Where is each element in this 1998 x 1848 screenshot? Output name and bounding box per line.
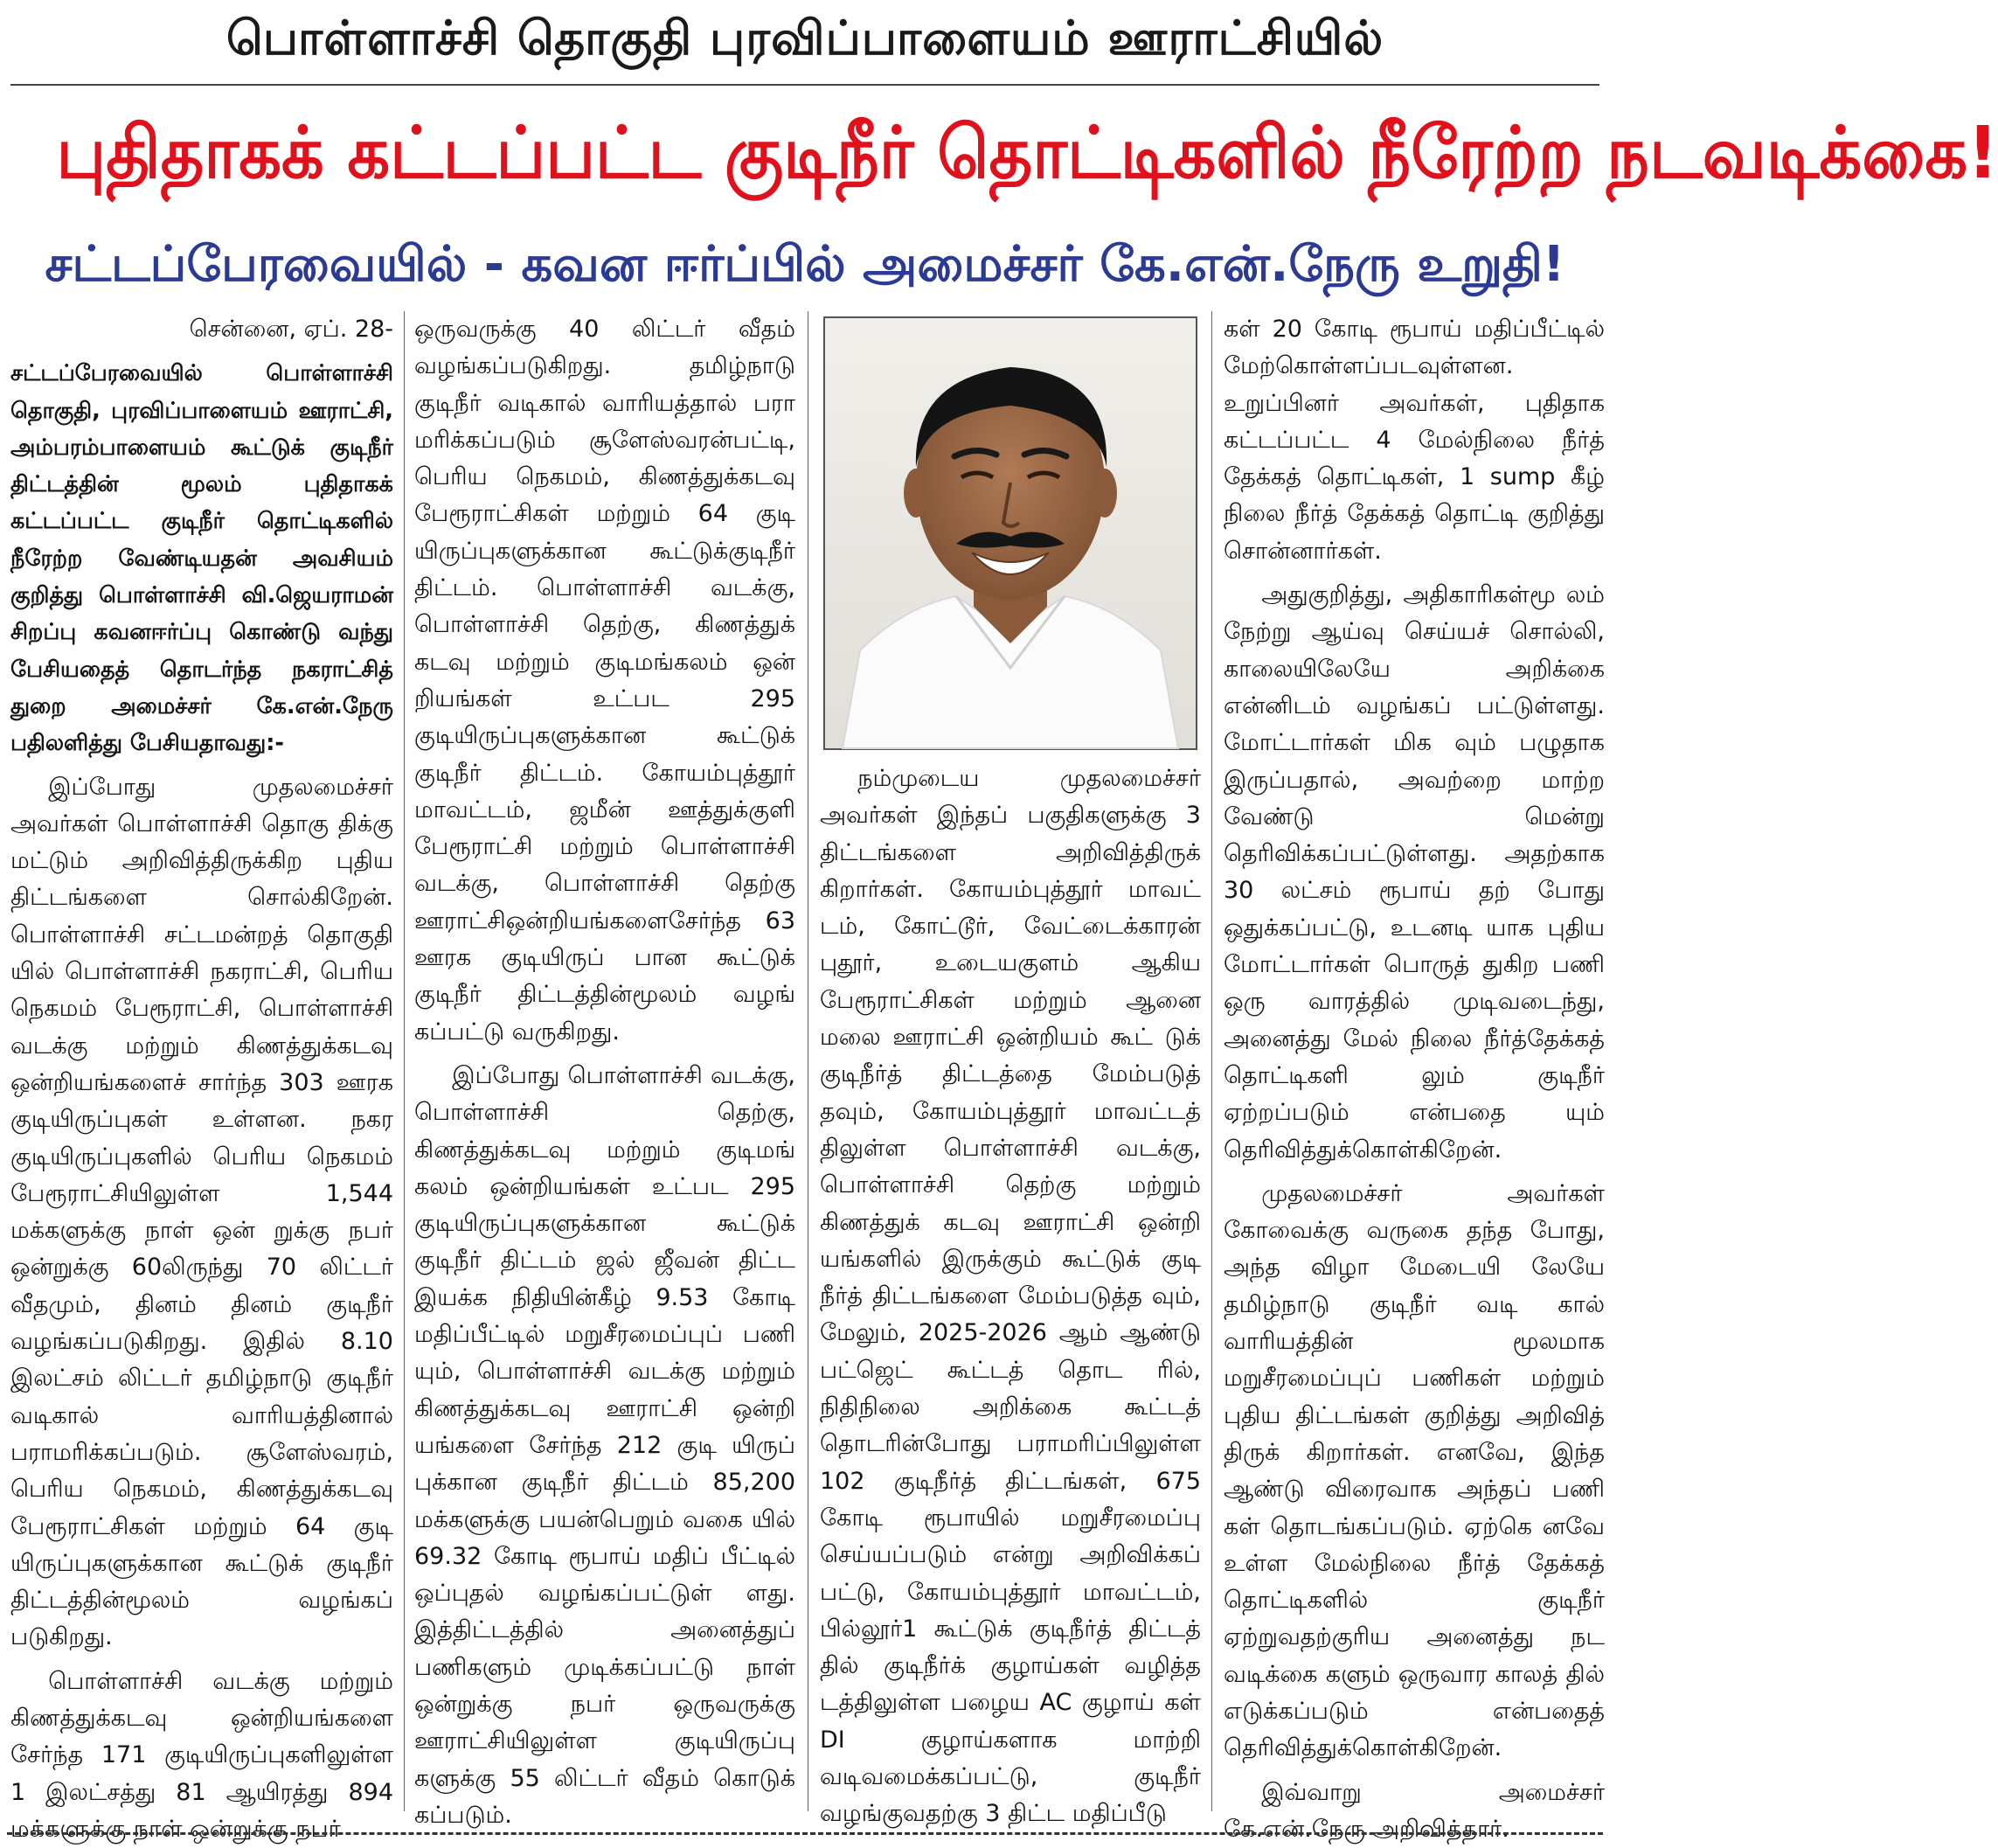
body-paragraph: நம்முடைய முதலமைச்சர் அவர்கள் இந்தப் பகுதிகளுக்கு 3 திட்டங்களை அறிவித்திருக் கிறார்கள். கோயம்புத்தூர் மாவட் டம், கோட்டூர், வேட்டைக்காரன் புதூர், உடையகுளம் ஆகிய பேரூராட்சிகள் மற்றும் ஆனை மலை ஊராட்சி ஒன்றியம் கூட் டுக் குடிநீர்த் திட்டத்தை மேம்படுத் தவும், கோயம்புத்தூர் மாவட்டத் திலுள்ள பொள்ளாச்சி வடக்கு, பொள்ளாச்சி தெற்கு மற்றும் கிணத்துக் கடவு ஊராட்சி ஒன்றி யங்களில் இருக்கும் கூட்டுக் குடி நீர்த் திட்டங்களை மேம்படுத்த வும், மேலும், 2025-2026 ஆம் ஆண்டு பட்ஜெட் கூட்டத் தொட ரில், நிதிநிலை அறிக்கை கூட்டத் தொடரின்போது பராமரிப்பிலுள்ள 102 குடிநீர்த் திட்டங்கள், 675 கோடி ரூபாயில் மறுசீரமைப்பு செய்யப்படும் என்று அறிவிக்கப் பட்டு, கோயம்புத்தூர் மாவட்டம், பில்லூர்1 கூட்டுக் குடிநீர்த் திட்டத் தில் குடிநீர்க் குழாய்கள் வழித்த டத்திலுள்ள பழைய AC குழாய் கள் DI குழாய்களாக மாற்றி வடிவமைக்கப்பட்டு, குடிநீர் வழங்குவதற்கு 3 திட்ட மதிப்பீடு [820, 765, 1201, 1828]
column-divider [1211, 311, 1212, 1811]
article-column-1 [10, 311, 393, 1843]
closing-paragraph: இவ்வாறு அமைச்சர் கே.என்.நேரு அறிவித்தார். [1224, 1778, 1605, 1843]
body-paragraph: அதுகுறித்து, அதிகாரிகள்மூ லம் நேற்று ஆய்வு செய்யச் சொல்லி, காலையிலேயே அறிக்கை என்னிடம் வழங்கப் பட்டுள்ளது. மோட்டார்கள் மிக வும் பழுதாக இருப்பதால், அவற்றை மாற்ற வேண்டு மென்று தெரிவிக்கப்பட்டுள்ளது. அதற்காக 30 லட்சம் ரூபாய் தற் போது ஒதுக்கப்பட்டு, உடனடி யாக புதிய மோட்டார்கள் பொருத் துகிற பணி ஒரு வாரத்தில் முடிவடைந்து, அனைத்து மேல் நிலை நீர்த்தேக்கத் தொட்டிகளி லும் குடிநீர் ஏற்றப்படும் என்பதை யும் தெரிவித்துக்கொள்கிறேன். [1224, 581, 1605, 1164]
main-headline: புதிதாகக் கட்டப்பட்ட குடிநீர் தொட்டிகளில் நீரேற்ற நடவடிக்கை! [56, 112, 1998, 195]
body-paragraph: பொள்ளாச்சி வடக்கு மற்றும் கிணத்துக்கடவு ஒன்றியங்களை சேர்ந்த 171 குடியிருப்புகளிலுள்ள 1 இலட்சத்து 81 ஆயிரத்து 894 மக்களுக்கு நாள் ஒன்றுக்கு நபர் [10, 1667, 393, 1843]
column-divider [404, 311, 405, 1811]
body-paragraph: இப்போது முதலமைச்சர் அவர்கள் பொள்ளாச்சி தொகு திக்கு மட்டும் அறிவித்திருக்கிற புதிய திட்டங்களை சொல்கிறேன். பொள்ளாச்சி சட்டமன்றத் தொகுதி யில் பொள்ளாச்சி நகராட்சி, பெரிய நெகமம் பேரூராட்சி, பொள்ளாச்சி வடக்கு மற்றும் கிணத்துக்கடவு ஒன்றியங்களைச் சார்ந்த 303 ஊரக குடியிருப்புகள் உள்ளன. நகர குடியிருப்புகளில் பெரிய நெகமம் பேரூராட்சியிலுள்ள 1,544 மக்களுக்கு நாள் ஒன் றுக்கு நபர் ஒன்றுக்கு 60லிருந்து 70 லிட்டர் வீதமும், தினம் தினம் குடிநீர் வழங்கப்படுகிறது. இதில் 8.10 இலட்சம் லிட்டர் தமிழ்நாடு குடிநீர் வடிகால் வாரியத்தினால் பராமரிக்கப்படும். சூளேஸ்வரம், பெரிய நெகமம், கிணத்துக்கடவு பேரூராட்சிகள் மற்றும் 64 குடி யிருப்புகளுக்கான கூட்டுக் குடிநீர் திட்டத்தின்மூலம் வழங்கப் படுகிறது. [10, 773, 393, 1651]
article-column-2 [414, 311, 795, 1829]
subheadline: சட்டப்பேரவையில் - கவன ஈர்ப்பில் அமைச்சர் கே.என்.நேரு உறுதி! [45, 236, 1565, 293]
body-paragraph: இப்போது பொள்ளாச்சி வடக்கு, பொள்ளாச்சி தெற்கு, கிணத்துக்கடவு மற்றும் குடிமங் கலம் ஒன்றியங்கள் உட்பட 295 குடியிருப்புகளுக்கான கூட்டுக் குடிநீர் திட்டம் ஜல் ஜீவன் திட்ட இயக்க நிதியின்கீழ் 9.53 கோடி மதிப்பீட்டில் மறுசீரமைப்புப் பணி யும், பொள்ளாச்சி வடக்கு மற்றும் கிணத்துக்கடவு ஊராட்சி ஒன்றி யங்களை சேர்ந்த 212 குடி யிருப் புக்கான குடிநீர் திட்டம் 85,200 மக்களுக்கு பயன்பெறும் வகை யில் 69.32 கோடி ரூபாய் மதிப் பீட்டில் ஒப்புதல் வழங்கப்பட்டுள் ளது. இத்திட்டத்தில் அனைத்துப் பணிகளும் முடிக்கப்பட்டு நாள் ஒன்றுக்கு நபர் ஒருவருக்கு ஊராட்சியிலுள்ள குடியிருப்பு களுக்கு 55 லிட்டர் வீதம் கொடுக் கப்படும். [414, 1061, 795, 1829]
portrait-photo [823, 316, 1197, 750]
article-column-3 [820, 761, 1201, 1828]
dateline: சென்னை, ஏப். 28- [189, 316, 393, 343]
body-paragraph: கள் 20 கோடி ரூபாய் மதிப்பீட்டில் மேற்கொள்ளப்படவுள்ளன. உறுப்பினர் அவர்கள், புதிதாக கட்டப்பட்ட 4 மேல்நிலை நீர்த் தேக்கத் தொட்டிகள், 1 sump கீழ் நிலை நீர்த் தேக்கத் தொட்டி குறித்து சொன்னார்கள். [1224, 316, 1605, 565]
kicker-line: பொள்ளாச்சி தொகுதி புரவிப்பாளையம் ஊராட்சியில் [225, 10, 1384, 66]
lead-paragraph: சட்டப்பேரவையில் பொள்ளாச்சி தொகுதி, புரவிப்பாளையம் ஊராட்சி, அம்பரம்பாளையம் கூட்டுக் குடிநீர் திட்டத்தின் மூலம் புதிதாகக் கட்டப்பட்ட குடிநீர் தொட்டிகளில் நீரேற்ற வேண்டியதன் அவசியம் குறித்து பொள்ளாச்சி வி.ஜெயராமன் சிறப்பு கவனஈர்ப்பு கொண்டு வந்து பேசியதைத் தொடர்ந்த நகராட்சித் துறை அமைச்சர் கே.என்.நேரு பதிலளித்து பேசியதாவது:- [10, 360, 393, 757]
portrait-photo-icon [825, 318, 1196, 748]
article-column-4 [1224, 311, 1605, 1843]
body-paragraph: முதலமைச்சர் அவர்கள் கோவைக்கு வருகை தந்த போது, அந்த விழா மேடையி லேயே தமிழ்நாடு குடிநீர் வடி கால் வாரியத்தின் மூலமாக மறுசீரமைப்புப் பணிகள் மற்றும் புதிய திட்டங்கள் குறித்து அறிவித் திருக் கிறார்கள். எனவே, இந்த ஆண்டு விரைவாக அந்தப் பணி கள் தொடங்கப்படும். ஏற்கெ னவே உள்ள மேல்நிலை நீர்த் தேக்கத் தொட்டிகளில் குடிநீர் ஏற்றுவதற்குரிய அனைத்து நட வடிக்கை களும் ஒருவார காலத் தில் எடுக்கப்படும் என்பதைத் தெரிவித்துக்கொள்கிறேன். [1224, 1179, 1605, 1762]
body-paragraph: ஒருவருக்கு 40 லிட்டர் வீதம் வழங்கப்படுகிறது. தமிழ்நாடு குடிநீர் வடிகால் வாரியத்தால் பரா மரிக்கப்படும் சூளேஸ்வரன்பட்டி, பெரிய நெகமம், கிணத்துக்கடவு பேரூராட்சிகள் மற்றும் 64 குடி யிருப்புகளுக்கான கூட்டுக்குடிநீர் திட்டம். பொள்ளாச்சி வடக்கு, பொள்ளாச்சி தெற்கு, கிணத்துக் கடவு மற்றும் குடிமங்கலம் ஒன் றியங்கள் உட்பட 295 குடியிருப்புகளுக்கான கூட்டுக் குடிநீர் திட்டம். கோயம்புத்தூர் மாவட்டம், ஜமீன் ஊத்துக்குளி பேரூராட்சி மற்றும் பொள்ளாச்சி வடக்கு, பொள்ளாச்சி தெற்கு ஊராட்சிஒன்றியங்களைசேர்ந்த 63 ஊரக குடியிருப் பான கூட்டுக் குடிநீர் திட்டத்தின்மூலம் வழங் கப்பட்டு வருகிறது. [414, 316, 795, 1046]
bottom-dashed-rule [7, 1832, 1603, 1835]
header-rule [10, 84, 1599, 86]
